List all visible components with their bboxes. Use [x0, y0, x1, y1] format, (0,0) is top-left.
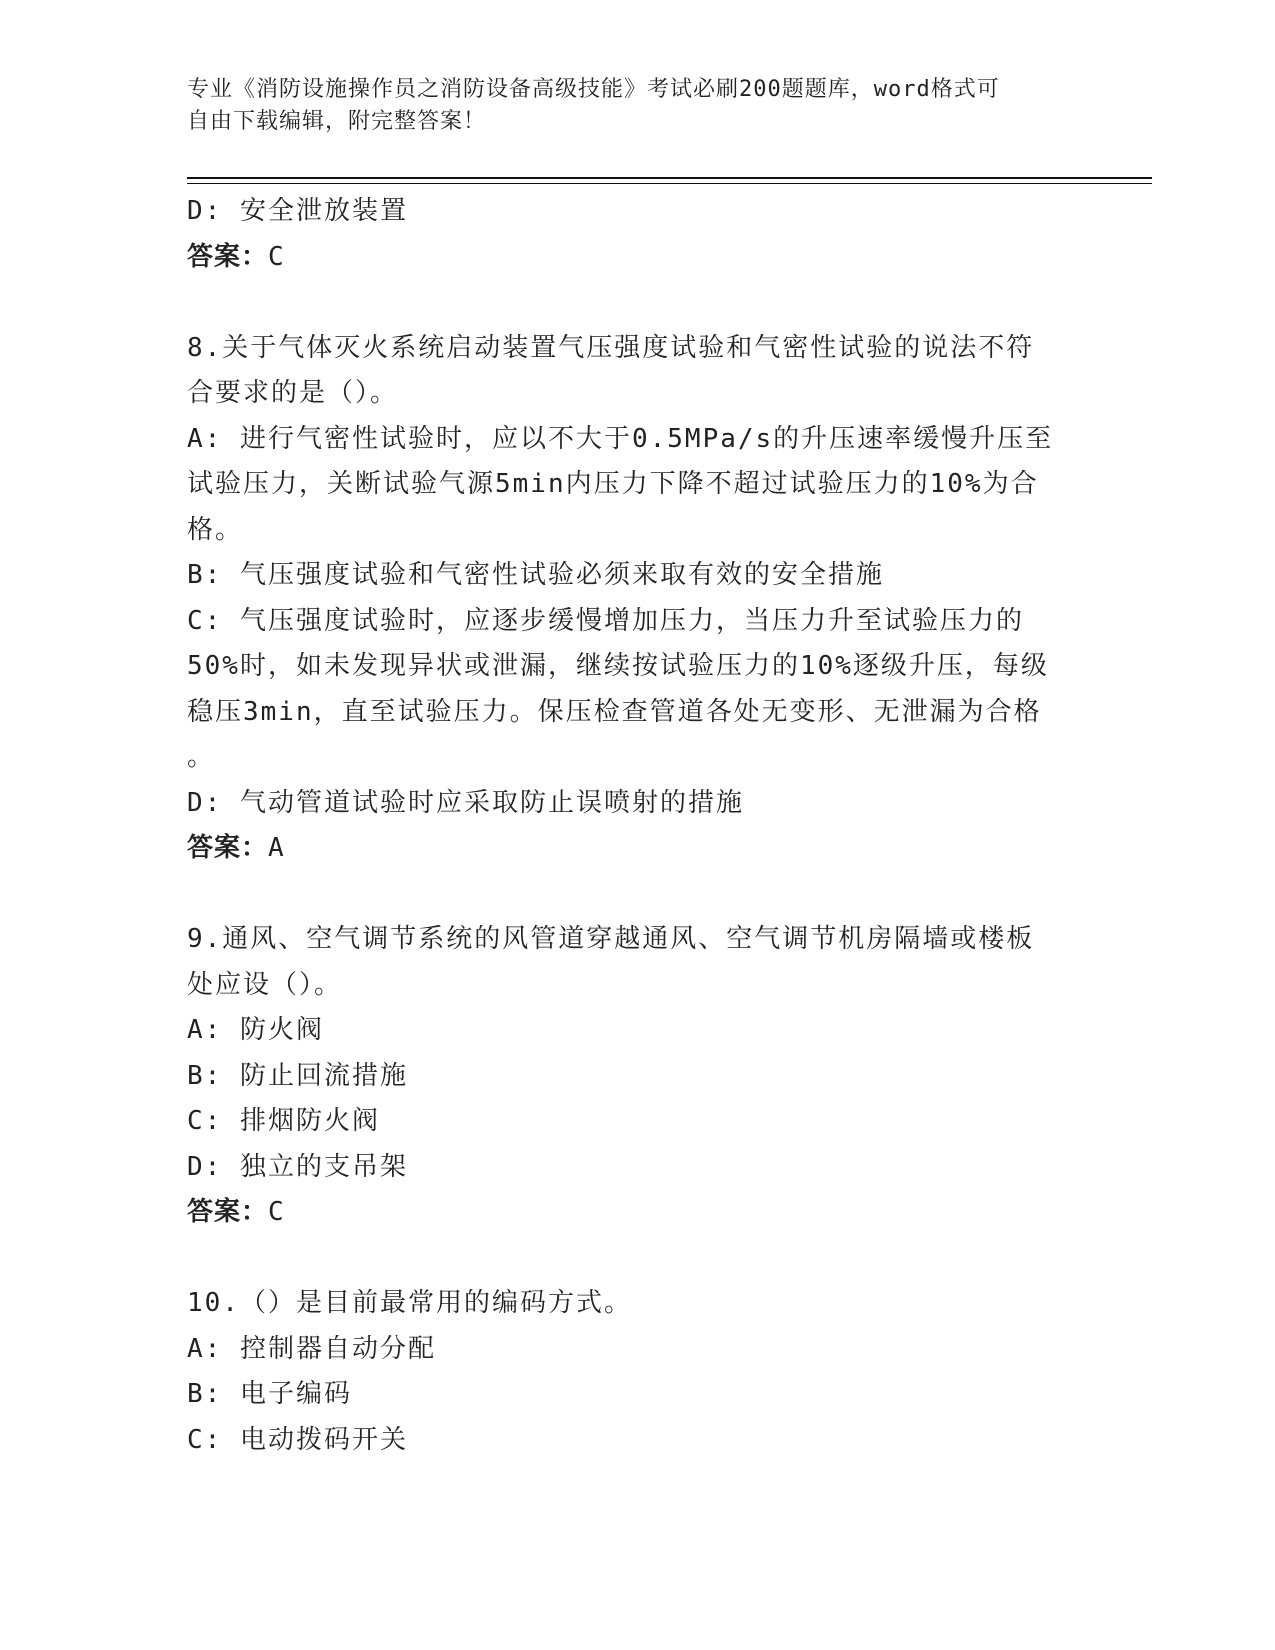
q8-option-c-line-3: 稳压3min，直至试验压力。保压检查管道各处无变形、无泄漏为合格: [187, 696, 1042, 727]
q9-option-d: D: 独立的支吊架: [187, 1151, 408, 1182]
q9-option-c: C: 排烟防火阀: [187, 1106, 380, 1136]
q9-option-a: A: 防火阀: [187, 1015, 324, 1045]
spacer: [187, 1236, 1067, 1282]
header-divider-thick: [187, 177, 1152, 179]
q8-stem-line-1: 8.关于气体灭火系统启动装置气压强度试验和气密性试验的说法不符: [187, 332, 1035, 363]
answer-label: 答案：: [187, 1197, 269, 1227]
spacer: [187, 872, 1067, 918]
document-header: [187, 74, 1067, 138]
q10-option-b: B: 电子编码: [187, 1379, 352, 1409]
q8-option-d: D: 气动管道试验时应采取防止误喷射的措施: [187, 787, 744, 818]
q8-option-a-line-2: 试验压力，关断试验气源5min内压力下降不超过试验压力的10%为合: [187, 469, 1039, 499]
header-line-1: 专业《消防设施操作员之消防设备高级技能》考试必刷200题题库，word格式可: [187, 77, 1000, 102]
q9-stem-line-2: 处应设（）。: [187, 969, 343, 1000]
question-9: [187, 917, 1067, 1236]
q8-option-c-line-2: 50%时，如未发现异状或泄漏，继续按试验压力的10%逐级升压，每级: [187, 651, 1049, 681]
q7-option-d: D: 安全泄放装置: [187, 196, 408, 226]
question-list: [187, 189, 1067, 1463]
header-divider-thin: [187, 183, 1152, 184]
q8-option-c-line-4: 。: [187, 742, 216, 772]
q8-option-c-line-1: C: 气压强度试验时，应逐步缓慢增加压力，当压力升至试验压力的: [187, 605, 1024, 636]
q10-option-c: C: 电动拨码开关: [187, 1424, 408, 1455]
answer-value: A: [268, 833, 285, 863]
q9-answer: [187, 1190, 1067, 1236]
q8-option-a-line-3: 格。: [187, 514, 244, 545]
q8-option-a-line-1: A: 进行气密性试验时，应以不大于0.5MPa/s的升压速率缓慢升压至: [187, 423, 1054, 454]
answer-value: C: [268, 1197, 285, 1227]
q9-stem-line-1: 9.通风、空气调节系统的风管道穿越通风、空气调节机房隔墙或楼板: [187, 924, 1035, 954]
question-8: [187, 326, 1067, 872]
q10-stem: 10.（）是目前最常用的编码方式。: [187, 1288, 632, 1318]
spacer: [187, 280, 1067, 326]
q7-answer: [187, 235, 1067, 281]
answer-label: 答案：: [187, 241, 269, 272]
q8-option-b: B: 气压强度试验和气密性试验必须来取有效的安全措施: [187, 560, 884, 590]
header-line-2: 自由下载编辑，附完整答案！: [187, 109, 487, 134]
question-10: [187, 1281, 1067, 1463]
q10-option-a: A: 控制器自动分配: [187, 1333, 436, 1364]
q8-stem-line-2: 合要求的是（）。: [187, 378, 399, 408]
answer-value: C: [268, 241, 285, 272]
q8-answer: [187, 826, 1067, 872]
answer-label: 答案：: [187, 833, 269, 863]
q9-option-b: B: 防止回流措施: [187, 1060, 408, 1091]
